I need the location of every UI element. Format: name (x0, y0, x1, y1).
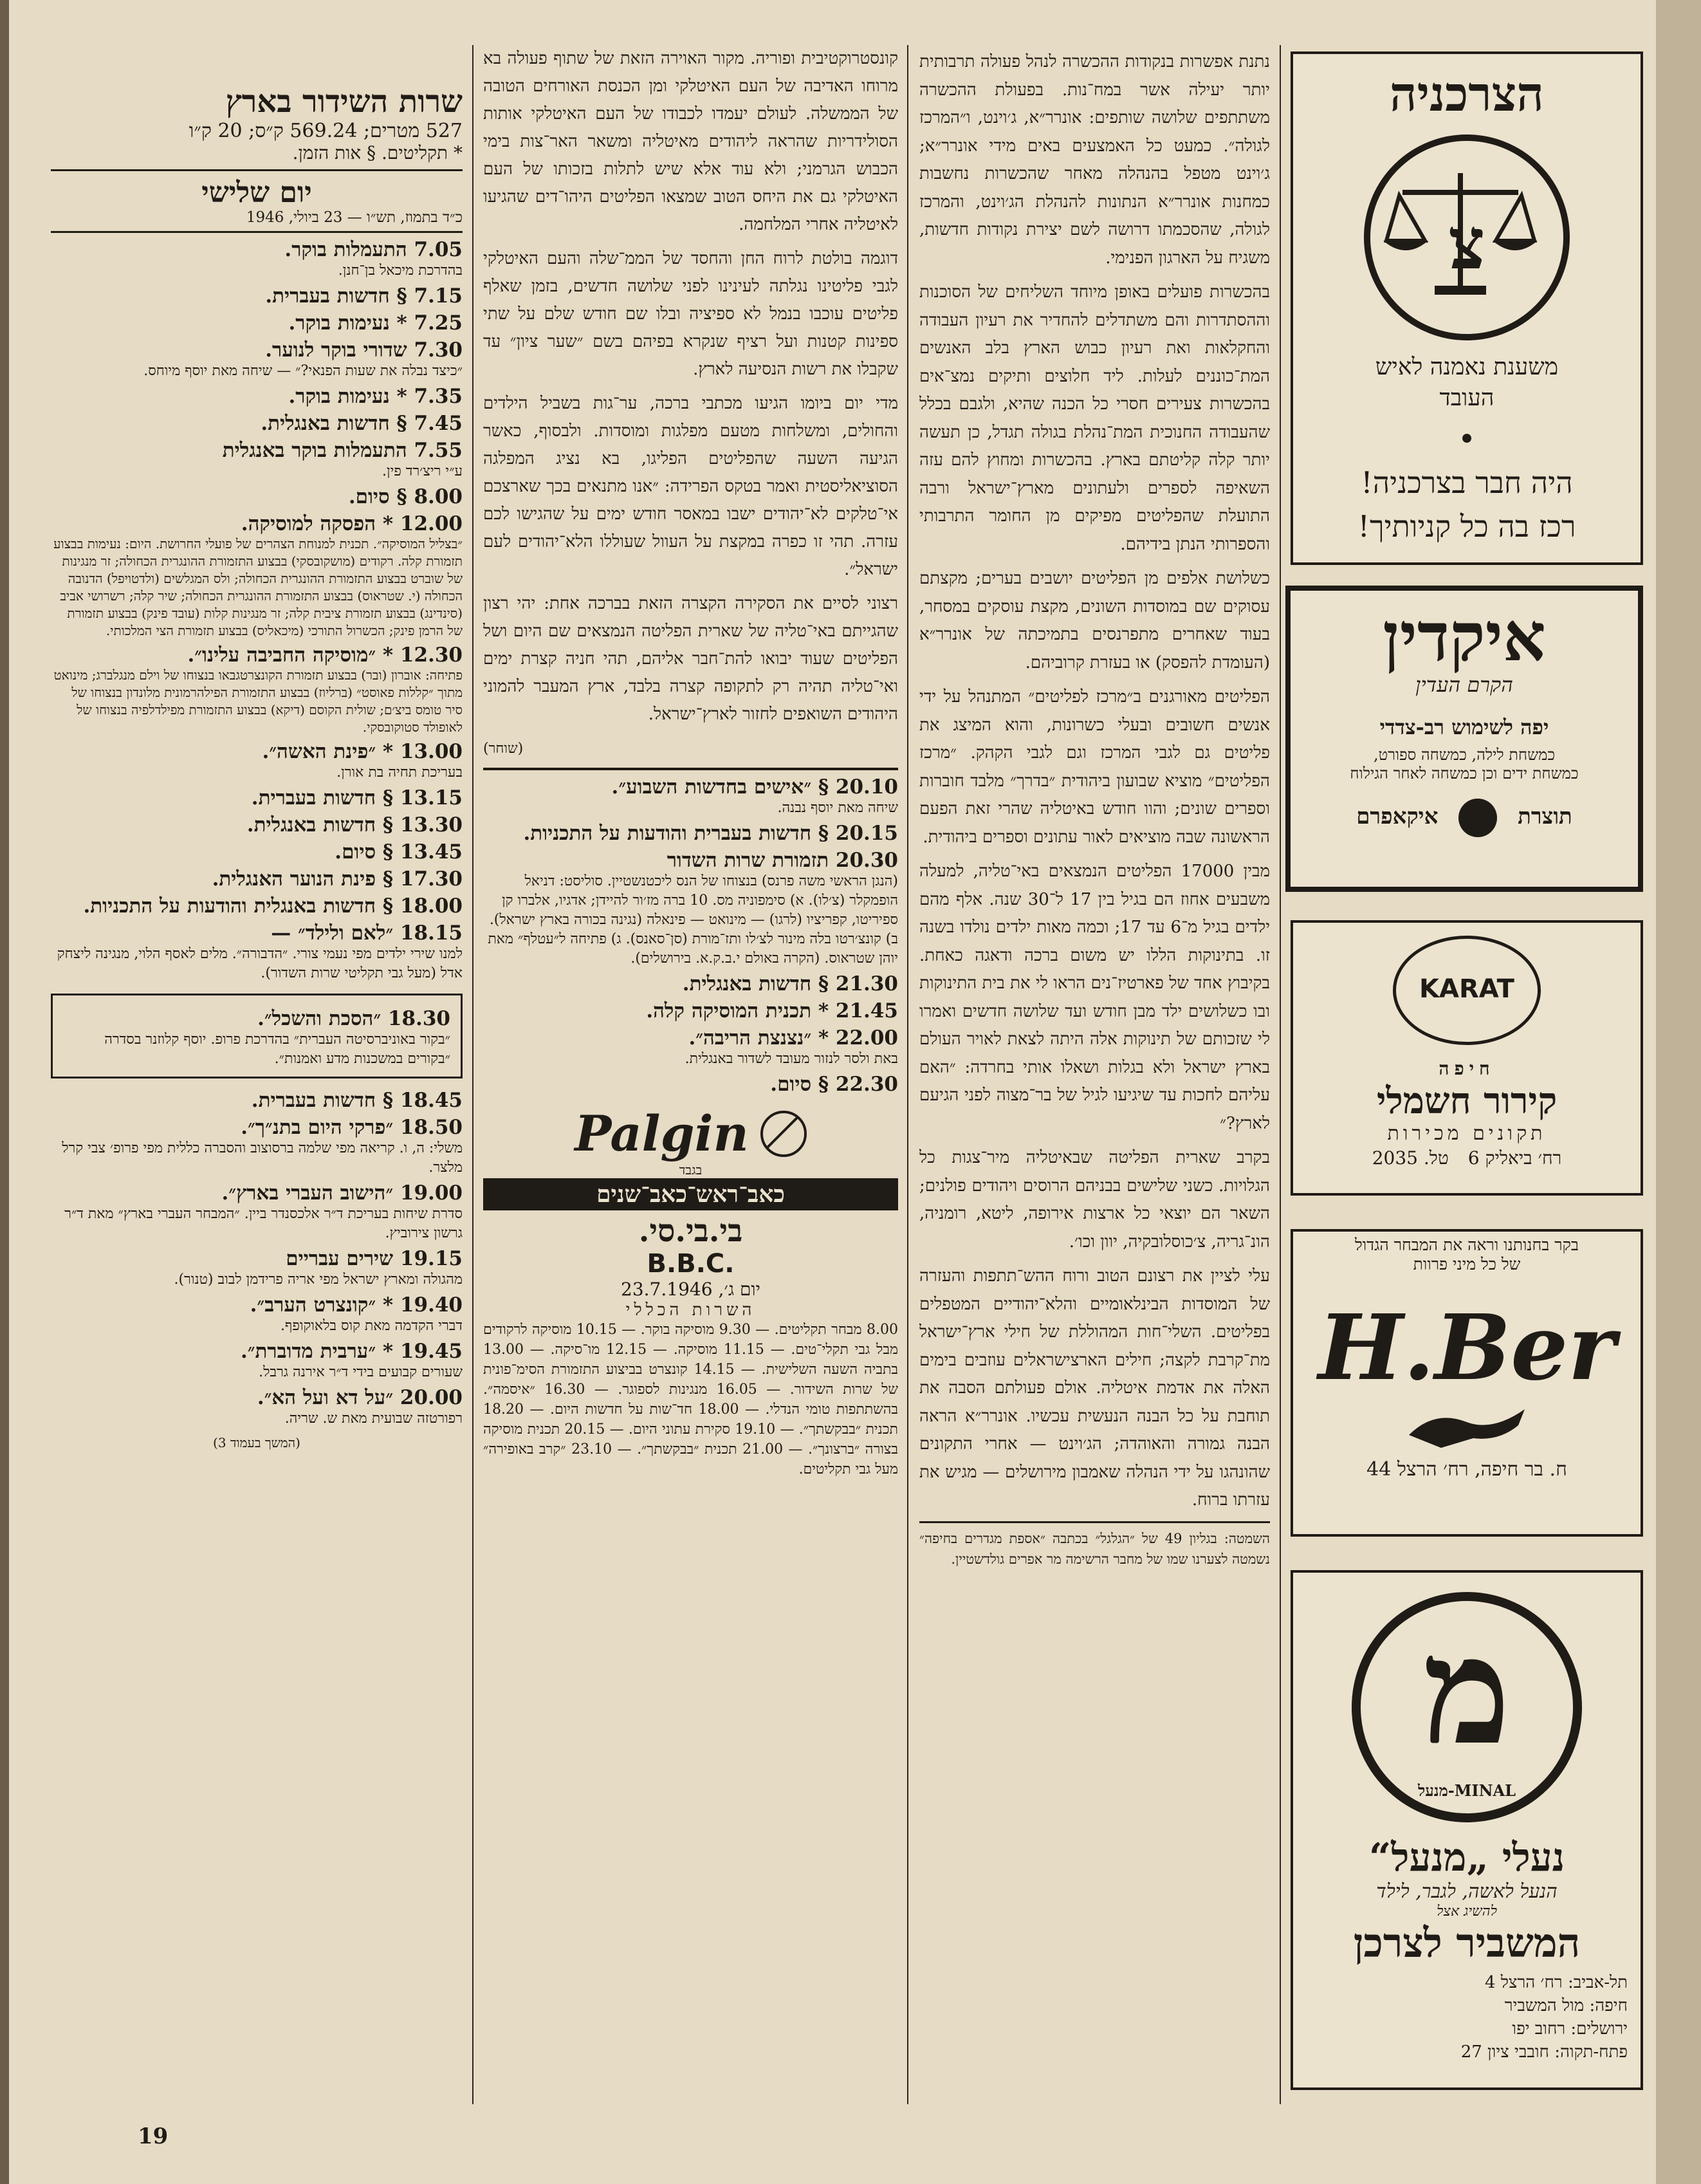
kirur-address: רח׳ ביאליק 6 (1467, 1147, 1562, 1169)
schedule-title: § חדשות בעברית. (251, 1089, 394, 1112)
schedule-day: יום שלישי (201, 176, 312, 209)
schedule-title: § פינת הנוער האנגלית. (212, 867, 394, 891)
schedule-item (51, 1293, 463, 1336)
schedule-item (51, 740, 463, 782)
manaal-branch: תל-אביב: רח׳ הרצל 4 (1484, 1973, 1628, 1992)
schedule-list-2 (51, 1089, 463, 1429)
schedule-time: 19.00 (400, 1181, 463, 1205)
schedule-time: 7.05 (414, 238, 463, 261)
scales-logo (1364, 134, 1570, 340)
schedule-time: 7.55 (414, 439, 463, 462)
bbc-service: השרות הכללי (625, 1300, 756, 1320)
article-paragraph: רצוני לסיים את הסקירה הקצרה הזאת בברכה אחת: יהי רצון שהגייתם באי־טליה של שארית הפליטה הנמצאים שם היום ושל הפליטים שעוד יבואו להת־חבר אליהם, תהי חניה קצרת ימים ואי־טליה תהיה רק לתקופה קצרה בלבד, ארץ המעבר להמוני היהודים השואפים לחזור לארץ־ישראל. (483, 594, 898, 724)
schedule-note: פתיחה: אוברון (ובר) בבצוע תזמורת הקונצרטגבאו בנצוחו של וילם מנגלברג; מינואט מתוך ״קללות פאוסט״ (ברליוז) בבצוע התזמורת הפילהרמונית מלונדון בנצוחו של סיר טומס ביצ׳ם; שולית הקוסם (דיקא) בבצוע התזמורת מפילדלפיה בנצוחו של לאופולד סטוקובסקי. (53, 667, 463, 735)
schedule-item (51, 643, 463, 736)
bbc-schedule: 8.00 מבחר תקליטים. — 9.30 מוסיקה בוקר. — 10.15 מוסיקה לרקודים מבל גבי תקלי־טים. — 11.15 מוסיקה. — 12.15 מו־סיקה. — 13.00 בתביה השעה השלישית. — 14.15 קונצרט בביצוע התזמורת הסימ־פונית של שרות השידור. — 16.05 מנגינות לספוגר. — 16.30 ״איסמה״. בהשתתפות טומי הנדלי. — 18.00 חד־שות על חדשות היום. — 18.20 תכנית ״בבקשתך״. — 19.10 סקירת עתוני היום. — 20.15 תכנית מוסיקה בצורה ״ברצונך״. — 21.00 תכנית ״בבקשתך״. — 23.10 ״קרב באופירה״ מעל גבי תקליטים. (483, 1322, 898, 1477)
schedule-time: 13.15 (400, 786, 463, 810)
schedule-title: * נעימות בוקר. (288, 385, 407, 408)
schedule-date: כ״ד בתמוז, תש״ו — 23 ביולי, 1946 (246, 209, 463, 226)
ber-top-1: בקר בחנותנו וראה את המבחר הגדול (1355, 1235, 1579, 1254)
column-rule (472, 45, 474, 2104)
schedule-time: 8.00 (414, 485, 463, 508)
program-title: * תכנית המוסיקה קלה. (646, 999, 829, 1023)
schedule-title: שדורי בוקר לנוער. (265, 338, 407, 362)
schedule-time: 12.00 (400, 512, 463, 535)
schedule-time: 13.45 (400, 840, 463, 864)
schedule-item (51, 840, 463, 864)
schedule-time: 18.15 (400, 921, 463, 945)
zarchania-title: הצרכניה (1390, 67, 1544, 122)
schedule-time: 12.30 (400, 643, 463, 667)
kirur-phone: טל. 2035 (1372, 1147, 1449, 1169)
ads-column (1289, 51, 1643, 2111)
program-title: § סיום. (770, 1073, 829, 1096)
schedule-title: § חדשות באנגלית. (246, 813, 394, 837)
program-item (483, 849, 898, 968)
schedule-title: § חדשות באנגלית. (261, 412, 407, 435)
ikaden-maker-name: איקאפרם (1356, 804, 1439, 829)
program-title: § ״אישים בחדשות השבוע״. (611, 775, 829, 799)
ikaden-line-2: כמשחת לילה, כמשחה ספורט, (1373, 746, 1556, 764)
article-paragraph: בקרב שארית הפליטה שבאיטליה מיר־צגות כל הגלויות. כשני שלישים בבניהם הרוסים ויהודים פולנים; השאר הם יוצאי כל ארצות אירופה, ליטא, רומניה, הונ־גריה, צ׳כוסלובקיה, יוון וכו׳. (919, 1148, 1270, 1252)
article-paragraph: הפליטים מאורגנים ב״מרכז לפליטים״ המתנהל על ידי אנשים חשובים ובעלי כשרונות, והוא המיצג את פליטים גם לגבי המרכז וגם לגבי הקהק. ״מרכז הפליטים״ מוציא שבועון ביהודית ״בדרך״ מלבד חוברות וספרים שונים; והוו חודש באיטליה שהרי זאת הפעם הראשונה שבה מוציאים לאור עתונים וספרים ביהודית. (919, 687, 1270, 847)
schedule-item (51, 1089, 463, 1112)
zarchania-slogan-1: היה חבר בצרכניה! (1361, 465, 1573, 500)
schedule-header: שרות השידור בארץ (225, 84, 463, 120)
schedule-time: 7.15 (414, 284, 463, 308)
middle-column (483, 45, 898, 2078)
ikaden-ad (1285, 586, 1643, 892)
palgin-bbc-box (483, 1105, 898, 1479)
schedule-legend: * תקליטים. § אות הזמן. (292, 142, 463, 163)
program-title: § חדשות באנגלית. (682, 972, 829, 995)
schedule-time: 18.50 (400, 1116, 463, 1139)
schedule-time: 20.00 (400, 1386, 463, 1409)
schedule-title: * ״מוסיקה החביבה עלינו״. (187, 643, 394, 667)
schedule-note: בהדרכת מיכאל בן־חנן. (338, 263, 463, 279)
schedule-title: * ״קונצרט הערב״. (250, 1293, 394, 1317)
schedule-title: § חדשות בעברית. (251, 786, 394, 810)
program-item (483, 972, 898, 995)
kirur-ad (1291, 920, 1643, 1196)
zarchania-logo-letter: צ (1448, 202, 1485, 285)
schedule-item (51, 284, 463, 308)
ikaden-maker (1291, 799, 1638, 837)
schedule-time: 19.45 (400, 1340, 463, 1363)
schedule-frequency: 527 מטרים; 569.24 ק״ס; 20 ק״ו (188, 120, 463, 142)
schedule-note: שעורים קבועים בידי ד״ר אירנה גרבל. (259, 1364, 463, 1380)
schedule-title: ״פרקי היום בתנ״ך״. (241, 1116, 394, 1139)
palgin-bar: כאב־ראש־כאב־שנים (483, 1178, 898, 1210)
schedule-note: דברי הקדמה מאת קוס בלאוקופף. (280, 1318, 463, 1334)
program-note: (הנגן הראשי משה פרנס) בנצוחו של הנס ליכטנשטיין. סוליסט: דניאל הופמקלר (צ׳לו). א) סימפוניה מס. 10 ברה מז׳ור להיידן; אדגיו, אלברו קן ספיריטו, קפריציו (לרגו) — מינואט — פינאלה (נגינה בכורה בארץ ישראל). ב) קונצ׳רטו בלה מינור לצ׳לו ותז־מורת (סן־סאנס). ג) פתיחה ל״עטלף״ מאת יוהן שטראוס. (הקרה באולם י.ב.ק.א. בירושלים). (488, 873, 898, 967)
section-divider (483, 768, 898, 770)
ber-logo: H.Ber (1318, 1295, 1616, 1401)
ikaden-subtitle: הקרם העדין (1415, 672, 1513, 697)
schedule-item (51, 512, 463, 640)
kirur-title: קירור חשמלי (1376, 1080, 1558, 1122)
schedule-title: § חדשות בעברית. (265, 284, 407, 308)
ikaden-line-3: כמשחת ידים וכן כמשחה לאחר הגילוח (1350, 764, 1579, 782)
manaal-dist: המשביר לצרכן (1353, 1920, 1581, 1967)
article-signature: (שוחר) (483, 741, 524, 757)
program-item (483, 999, 898, 1023)
schedule-title: ״הישוב העברי בארץ״. (221, 1181, 394, 1205)
bbc-title: B.B.C. (647, 1249, 735, 1279)
schedule-item (51, 1181, 463, 1243)
program-note: באת ולסר לנזור מעובד לשדור באנגלית. (685, 1051, 898, 1067)
ikaden-line-1: יפה לשימוש רב-צדדי (1379, 715, 1549, 739)
bbc-date: 23.7.1946 (621, 1279, 713, 1300)
manaal-branch: ירושלים: רחוב יפו (1512, 2019, 1628, 2039)
kirur-subtitle: תקונים מכירות (1387, 1122, 1547, 1145)
schedule-title: שירים עבריים (286, 1247, 394, 1270)
schedule-title: ״על דא ועל הא״. (257, 1386, 394, 1409)
article-paragraph: נתנת אפשרות בנקודות ההכשרה לנהל פעולה תרבותית יותר יעילה אשר במח־נות. בפעולת ההכשרה משתתפים שלושה שותפים: אונרר״א, ג׳וינט, ו״המרכז לגולה״. כמעט כל האמצעים באים מידי אונרר״א; ג׳וינט מטפל בהנהלה מאחר שהכשרות נחשבות כמחנות אונרר״א הנתונות להנהלת הג׳וינט, והמרכז לגולה, שהסכמתו דרושה לשם יצירת נקודות חדשות, משגיח על הארגון הפנימי. (919, 52, 1270, 268)
schedule-divider (51, 169, 463, 171)
ber-ad (1291, 1229, 1643, 1537)
program-title: תזמורת שרות השדור (667, 849, 829, 872)
kirur-footer (1293, 1147, 1641, 1169)
program-time: 21.45 (835, 999, 898, 1023)
radio-schedule-column (51, 84, 463, 2162)
manaal-dist-label: להשיג אצל (1437, 1903, 1497, 1920)
schedule-title: § סיום. (348, 485, 407, 508)
schedule-title: ״לאם ולילד״ — (271, 921, 394, 945)
ikaden-title: איקדין (1383, 597, 1546, 676)
schedule-item (51, 485, 463, 508)
schedule-note: רפורטזה שבועית מאת ש. שריה. (284, 1411, 463, 1427)
schedule-item (51, 412, 463, 435)
program-note: שיחה מאת יוסף נבנה. (777, 800, 898, 816)
schedule-boxed-item (51, 994, 463, 1078)
program-item (483, 1073, 898, 1096)
program-time: 20.15 (835, 822, 898, 845)
schedule-note: בעריכת תחיה בת אורן. (336, 764, 463, 781)
schedule-time: 18.45 (400, 1089, 463, 1112)
program-time: 20.10 (835, 775, 898, 799)
evening-program (483, 775, 898, 1096)
kirur-city: חיפה (1439, 1058, 1495, 1079)
schedule-item (51, 1247, 463, 1290)
manaal-logo-letter: מ (1422, 1604, 1511, 1778)
schedule-title: התעמלות בוקר. (284, 238, 407, 261)
program-item (483, 775, 898, 818)
schedule-title: ״הסכת והשכל״. (257, 1007, 382, 1030)
tree-icon (1458, 799, 1497, 837)
article-italy-text (483, 45, 898, 763)
schedule-note: ״כיצד נבלה את שעות הפנאי?״ — שיחה מאת יוסף מיוחס. (143, 363, 463, 379)
schedule-note: ״בקור באוניברסיטה העברית״ בהדרכת פרופ. יוסף קלוזנר בסדרה ״בקורים במשכנות מדע ואמנות״. (104, 1032, 450, 1067)
no-headache-icon (760, 1111, 807, 1157)
schedule-time: 7.35 (414, 385, 463, 408)
schedule-note: מהגולה ומארץ ישראל מפי אריה פרידמן לבוב (טנור). (174, 1272, 463, 1288)
schedule-time: 13.00 (400, 740, 463, 763)
program-title: * ״נצנצת הריבה״. (688, 1026, 829, 1050)
article-paragraph: כשלושת אלפים מן הפליטים יושבים בערים; מקצתם עסוקים שם במוסדות השונים, מקצת עוסקים במסחר, בעוד שאחרים מתפרנסים בתמיכתה של אונרר״א (העומדת להפסק) או בעזרת קרוביהם. (919, 569, 1270, 672)
program-title: § חדשות בעברית והודעות על התכניות. (523, 822, 829, 845)
zarchania-slogan-2: רכז בה כל קניותיך! (1357, 509, 1576, 544)
manaal-branch: פתח-תקוה: חובבי ציון 27 (1460, 2042, 1628, 2062)
palgin-logo: Palgin (575, 1105, 749, 1162)
schedule-item (51, 894, 463, 918)
schedule-item (51, 1386, 463, 1429)
program-time: 22.00 (835, 1026, 898, 1050)
schedule-note: למנו שירי ילדים מפי נעמי צורי. ״הדבורה״. מלים לאסף הלוי, מנגינה ליצחק אדל (מעל גבי תקליטי שרות השדור). (57, 946, 463, 981)
bbc-day: יום ג׳, (718, 1279, 760, 1300)
program-time: 21.30 (835, 972, 898, 995)
program-item (483, 822, 898, 845)
manaal-subtitle: הנעל לאשה, לגבר, לילד (1376, 1880, 1558, 1903)
schedule-time: 7.45 (414, 412, 463, 435)
ber-address: ח. בר חיפה, רח׳ הרצל 44 (1366, 1458, 1567, 1481)
page-number: 19 (138, 2124, 169, 2149)
bbc-hebrew: בי.בי.סי. (638, 1213, 743, 1249)
schedule-continued: (המשך בעמוד 3) (213, 1435, 300, 1450)
zarchania-dot: • (1457, 421, 1476, 458)
schedule-title: § סיום. (335, 840, 394, 864)
schedule-list (51, 238, 463, 983)
article-refugees-column (919, 48, 1270, 2043)
schedule-note: משלי: ה, ו. קריאה מפי שלמה ברסוצוב והסברה כללית מפי פרופ׳ צבי קרל מלצר. (62, 1140, 463, 1176)
manaal-logo (1352, 1592, 1582, 1822)
schedule-title: * נעימות בוקר. (288, 311, 407, 335)
schedule-note: סדרת שיחות בעריכת ד״ר אלכסנדר ביין. ״המבחר העברי בארץ״ מאת ד״ר גרשון צירוביץ. (64, 1206, 463, 1241)
karat-logo (1393, 936, 1541, 1045)
schedule-time: 18.00 (400, 894, 463, 918)
program-item (483, 1026, 898, 1069)
manaal-branches (1293, 1971, 1641, 2064)
zarchania-ad (1291, 51, 1643, 565)
program-time: 20.30 (835, 849, 898, 872)
article-divider (919, 1521, 1270, 1523)
manaal-ring-text: MINAL-מנעל (1417, 1781, 1516, 1800)
palgin-logo-sub: בגבד (679, 1162, 703, 1178)
manaal-ad (1291, 1570, 1643, 2090)
schedule-item (51, 385, 463, 408)
schedule-time: 19.15 (400, 1247, 463, 1270)
ber-top-2: של כל מיני פרוות (1413, 1255, 1521, 1273)
manaal-title: נעלי „מנעל“ (1368, 1835, 1565, 1880)
palgin-logo-row (483, 1105, 898, 1162)
schedule-divider (51, 231, 463, 233)
schedule-title: * ״פינת האשה״. (262, 740, 394, 763)
schedule-time: 13.30 (400, 813, 463, 837)
ikaden-maker-label: תוצרת (1518, 804, 1572, 829)
schedule-title: התעמלות בוקר באנגלית (222, 439, 407, 462)
schedule-note: ע״י ריצ׳רד פין. (382, 463, 463, 479)
article-paragraph: דוגמה בולטת לרוח החן והחסד של הממ־שלה והעם האיטלקי לגבי פליטינו נגלתה לעינינו לפני שלושה חדשים, בזמן שאלף פליטים עוכבו בנמל לא ספיציה ובלו שם חודש שלם על שתי ספינות קטנות ועל רציף שנקרא בפיהם בשם ״שער ציון״ עד שקבלו את רשות הנסיעה לארץ. (483, 249, 898, 379)
column-rule (1280, 45, 1281, 2104)
schedule-title: * ״ערבית מדוברת״. (240, 1340, 394, 1363)
article-paragraph: מדי יום ביומו הגיעו מכתבי ברכה, ער־גות בשביל הילדים והחולים, ומשלחות מטעם מפלגות ומוסדות. ולבסוף, כאשר הגיעה השעה שהפליטים הפליגו, בא נציג המפלגה הסוציאליסטית ואמר בטקס הפרידה: ״אנו מתנאים בכך שארצכם אי־טלקים לא־יהודים ישבו במאסר חודש ימים על שהגישו לכם עזרה. תהי זו כפרה במקצת על העוול שעוללו הלא־יהודים לעם ישראל״. (483, 394, 898, 579)
program-time: 22.30 (835, 1073, 898, 1096)
schedule-item (51, 1340, 463, 1382)
schedule-item (51, 813, 463, 837)
schedule-item (51, 786, 463, 810)
schedule-item (51, 439, 463, 481)
schedule-time: 7.30 (414, 338, 463, 362)
schedule-title: * הפסקה למוסיקה. (241, 512, 394, 535)
schedule-item (51, 238, 463, 281)
schedule-time: 19.40 (400, 1293, 463, 1317)
article-paragraph: מבין 17000 הפליטים הנמצאים באי־טליה, למעלה משבעים אחוז הם בגיל בין 17 ל־30 שנה. אלף מהם ילדים בגיל מ־6 עד 17; וכמה מאות ילדים נולדו בשנה זו. בתינוקות הללו יש משום ברכה ודאגה כאחת. בקיבוץ אחד של פארטיז־נים הראו לי את בית התינוקות ובו כשלושים ילד מבן חודש ועד שלושה חדשים ואמרו לי שזכותם של תינוקות אלה היתה לצאת לאויר העולם בארץ ישראל ולא בגלות ושאלו אותי בחרדה: ״האם עליהם לחכות עד שיגיעו לגיל של בר־מצוה לפני הגיעם לארץ?״ (919, 862, 1270, 1133)
newspaper-page (9, 0, 1656, 2184)
bbc-date-row (483, 1279, 898, 1300)
schedule-item (51, 921, 463, 983)
schedule-time: 7.25 (414, 311, 463, 335)
schedule-time: 17.30 (400, 867, 463, 891)
schedule-item (51, 867, 463, 891)
zarchania-subtitle: משענת נאמנה לאיש העובד (1375, 354, 1559, 411)
manaal-branch: חיפה: מול המשביר (1504, 1996, 1628, 2015)
correction-note: השמטה: בגליון 49 של ״הגלגל״ בכתבה ״אספת מגדרים בחיפה״ נשמטה לצערנו שמו של מחבר הרשימה מר אפרים גולדשטיין. (919, 1530, 1270, 1567)
schedule-time: 18.30 (387, 1007, 450, 1030)
karat-text: KARAT (1419, 974, 1514, 1004)
schedule-item (51, 1116, 463, 1178)
article-paragraph: קונסטרוקטיבית ופוריה. מקור האוירה הזאת של שתוף פעולה בא מרוחו האדיבה של העם האיטלקי ומן הכנסת האורחים הטובה של הממשלה. לעולם יעמדו לכבודו של העם האיטלקי אותות הסולידריות שהראה ליהודים מאיטליה ומשאר האר־צות בימי הכבוש הגרמני; ולא עוד אלא שיש לתלות בזכותו של העם האיטלקי גם את היחס הטוב שמצאו הפליטים היהו־דים שהגיעו לאיטליה אחרי המלחמה. (483, 49, 898, 234)
schedule-item (51, 338, 463, 381)
article-paragraph: בהכשרות פועלים באופן מיוחד השליחים של הסוכנות וההסתדרות והם משתדלים להחדיר את רעיון העבודה והחקלאות ואת רעיון כבוש הארץ בלב האנשים המת־כוננים לעלות. ליד חלוצים ותיקים נמצ־אים בהכשרות צעירים חסרי כל הכנה שהיא, ולגבם בכלל שהעבודה החנוכית המת־נהלת בגולה תגדל, כן תעשה יותר קלה קליטתם בארץ. בהכשרות ומחוץ להם עזה השאיפה לספרים ולעתונים מארץ־ישראל ורבה התועלת שהפליטים מפיקים מן החומר התרבותי והספרותי הנתן בידיהם. (919, 282, 1270, 554)
schedule-item (51, 311, 463, 335)
schedule-title: § חדשות באנגלית והודעות על התכניות. (83, 894, 394, 918)
article-paragraph: עלי לציין את רצונם הטוב ורוח ההש־תתפות והעזרה של המוסדות הבינלאומיים והלא־יהודיים המטפלים בפליטים. השלי־חות המהוללת של חילי ארץ־ישראל מת־קרבת לקצה; חילים הארצישראלים עוזבים בימים האלה את אדמת איטליה. אולם פעולתם הסבה את תוחבת על כל הבנה הנעשית עכשיו. אונרר״א הראה הבנה גמורה והאוהדה; הג׳וינט — אחרי התקונים שהונהגו על ידי הנהלה שאמבון מירושלים — מגיש את עזרתו ברוח. (919, 1266, 1270, 1510)
column-rule (907, 45, 908, 2104)
schedule-note: ״בצליל המוסיקה״. תכנית למנוחת הצהרים של פועלי החרושת. היום: נעימות בבצוע תזמורת קלה. רקודים (מושקובסקי) בבצוע התזמורת ההונגרית הכחולה; זר מנגינות של שוברט בבצוע התזמורת ההונגרית הכחולה; ולס המגלשים (ולדטויפל) הדנובה הכחולה (י. שטראוס) בבצוע התזמורת ההונגרית הכחולה; שיר קלה; רשרושי אביב (סינדינג) בבצוע תזמורת ציבית קלה; זר מנגינות קלות (עובד פינק) בבצוע תזמורת של הרמן פינק; הכשרול התורכי (מיכאליס) בבצוע תזמורת הצי המלכותי. (53, 536, 463, 638)
